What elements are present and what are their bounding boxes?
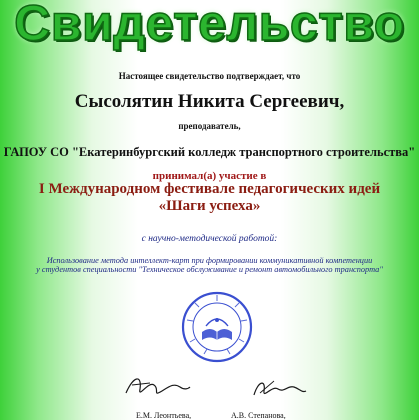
method-label: с научно-методической работой: <box>141 234 278 244</box>
work-topic-line2: у студентов специальности "Техническое обслуживание и ремонт автомобильного транспорта" <box>36 265 383 274</box>
signer-left-name: Е.М. Леонтьева, <box>136 411 192 420</box>
organization-name: ГАПОУ СО "Екатеринбургский колледж транспортного строительства" <box>3 145 416 159</box>
recipient-name: Сысолятин Никита Сергеевич, <box>74 91 345 112</box>
certificate-title: Свидетельство <box>14 0 405 51</box>
signature-right <box>248 373 308 403</box>
work-topic-line1: Использование метода интеллект-карт при формировании коммуникативной компетенции <box>46 256 373 265</box>
signer-right-name: А.В. Степанова, <box>231 411 286 420</box>
recipient-position: преподаватель, <box>178 121 241 131</box>
confirm-text: Настоящее свидетельство подтверждает, что <box>118 71 301 81</box>
signature-left <box>122 371 192 405</box>
book-seal-icon <box>180 290 254 364</box>
participation-text: принимал(а) участие в <box>152 170 267 182</box>
festival-name-line2: «Шаги успеха» <box>158 198 261 214</box>
festival-name-line1: I Международном фестивале педагогических идей <box>38 181 381 197</box>
